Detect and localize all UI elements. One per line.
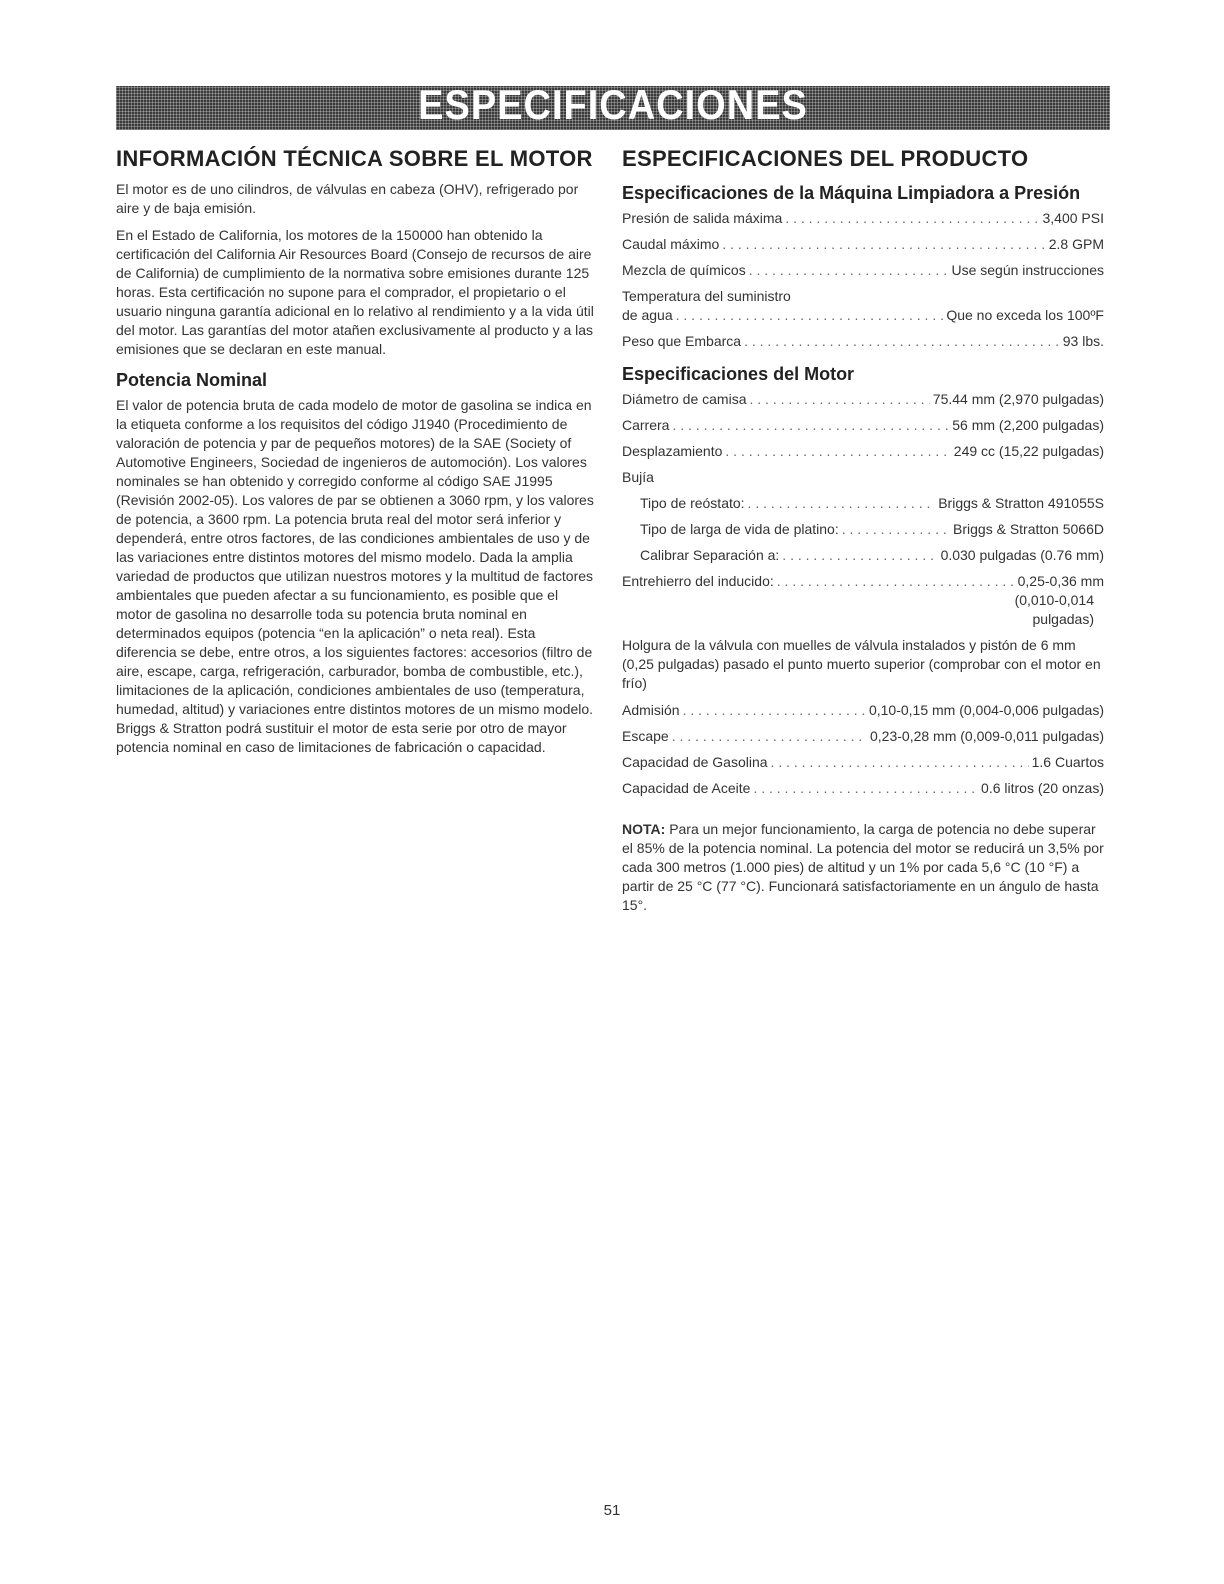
spec-value: 0.6 litros (20 onzas) xyxy=(981,780,1104,796)
spec-value: 3,400 PSI xyxy=(1042,210,1104,226)
spec-label: Tipo de larga de vida de platino: xyxy=(640,521,839,537)
spec-label: Peso que Embarca xyxy=(622,333,742,349)
spec-label: Admisión xyxy=(622,702,680,718)
spec-row-exhaust xyxy=(622,727,1104,746)
product-specs-column xyxy=(622,146,1104,923)
engine-info-column xyxy=(116,146,594,765)
spec-label: Presión de salida máxima xyxy=(622,210,783,226)
california-certification-text: En el Estado de California, los motores de la 150000 han obtenido la certificación del California Air Resources Board (Consejo de recursos de aire de California) de cumplimiento de la normativa sobre emisiones durante 125 horas. Esta certificación no supone para el comprador, el propietario o el usuario ninguna garantía adicional en lo relativo al rendimiento y a la vida útil del motor. Las garantías del motor atañen exclusivamente al producto y a las emisiones que se declaran en este manual. xyxy=(116,227,594,357)
spec-row-water-temp xyxy=(622,287,1104,306)
spec-row-max-pressure xyxy=(622,209,1104,228)
spec-label: Temperatura del suministro xyxy=(622,288,791,304)
spec-label: Diámetro de camisa xyxy=(622,391,747,407)
spec-row-stroke xyxy=(622,416,1104,435)
spec-row-fuel-capacity xyxy=(622,753,1104,772)
spec-row-spark-plug xyxy=(622,468,1104,487)
page-number: 51 xyxy=(603,1502,621,1519)
spec-value: 2.8 GPM xyxy=(1048,236,1104,252)
spec-value: Briggs & Stratton 5066D xyxy=(953,521,1104,537)
spec-label: Desplazamiento xyxy=(622,443,723,459)
valve-clearance-text: Holgura de la válvula con muelles de válvula instalados y pistón de 6 mm (0,25 pulgadas) pasado el punto muerto superior (comprobar con el motor en frío) xyxy=(622,637,1101,691)
spec-value: Que no exceda los 100ºF xyxy=(946,307,1104,323)
spec-label: Calibrar Separación a: xyxy=(640,547,780,563)
spec-label: de agua xyxy=(622,307,673,323)
spec-row-bore xyxy=(622,390,1104,409)
section-banner xyxy=(116,82,1110,130)
spec-row-platinum-type xyxy=(622,520,1104,539)
engine-description: El motor es de uno cilindros, de válvulas en cabeza (OHV), refrigerado por aire y de baja emisión. xyxy=(116,181,579,216)
spec-row-displacement xyxy=(622,442,1104,461)
spec-label: Carrera xyxy=(622,417,670,433)
spec-label: Escape xyxy=(622,728,669,744)
product-specs-heading: ESPECIFICACIONES DEL PRODUCTO xyxy=(622,146,1029,171)
power-rating-text: El valor de potencia bruta de cada modelo de motor de gasolina se indica en la etiqueta conforme a los requisitos del código J1940 (Procedimiento de valoración de potencia y par de pequeños motores) de la SAE (Society of Automotive Engineers, Sociedad de ingenieros de automoción). Los valores nominales se han obtenido y corregido conforme al código SAE J1995 (Revisión 2002-05). Los valores de par se obtienen a 3060 rpm, y los valores de potencia, a 3600 rpm. La potencia bruta real del motor será inferior y dependerá, entre otros factores, de las condiciones ambientales de uso y de las variaciones entre distintos motores del mismo modelo. Dada la amplia variedad de productos que utilizan nuestros motores y la multitud de factores ambientales que pueden afectar a su funcionamiento, es posible que el motor de gasolina no desarrolle toda su potencia bruta nominal en determinados equipos (potencia “en la aplicación” o neta real). Esta diferencia se debe, entre otros, a los siguientes factores: accesorios (filtro de aire, escape, carga, refrigeración, carburador, bomba de combustible, etc.), limitaciones de la aplicación, condiciones ambientales de uso (temperatura, humedad, altitud) y variaciones entre distintos motores de un mismo modelo. Briggs & Stratton podrá sustituir el motor de esta serie por otro de mayor potencia nominal en caso de limitaciones de fabricación o capacidad. xyxy=(116,397,594,755)
spec-value: 93 lbs. xyxy=(1062,333,1104,349)
spec-value: 0,25-0,36 mm xyxy=(1017,573,1104,589)
spec-value: 0.030 pulgadas (0.76 mm) xyxy=(940,547,1104,563)
spec-row-gap xyxy=(622,546,1104,565)
spec-value: 1.6 Cuartos xyxy=(1031,754,1104,770)
spec-value: 249 cc (15,22 pulgadas) xyxy=(953,443,1104,459)
spec-continuation xyxy=(622,591,1104,610)
spec-row-chemical-mix xyxy=(622,261,1104,280)
spec-row-shipping-weight xyxy=(622,332,1104,351)
spec-value: 0,10-0,15 mm (0,004-0,006 pulgadas) xyxy=(868,702,1104,718)
spec-label: Mezcla de químicos xyxy=(622,262,746,278)
spec-label: Caudal máximo xyxy=(622,236,720,252)
motor-specs-heading: Especificaciones del Motor xyxy=(622,364,855,384)
power-rating-heading: Potencia Nominal xyxy=(116,370,268,390)
spec-row-resistor-type xyxy=(622,494,1104,513)
note-text: Para un mejor funcionamiento, la carga de potencia no debe superar el 85% de la potencia nominal. La potencia del motor se reducirá un 3,5% por cada 300 metros (1.000 pies) de altitud y un 1% por cada 5,6 °C (10 °F) a partir de 25 °C (77 °C). Funcionará satisfactoriamente en un ángulo de hasta 15°. xyxy=(622,821,1104,913)
spec-value: 56 mm (2,200 pulgadas) xyxy=(952,417,1104,433)
spec-label: Tipo de reóstato: xyxy=(640,495,745,511)
spec-row-max-flow xyxy=(622,235,1104,254)
spec-row-oil-capacity xyxy=(622,779,1104,798)
spec-label: Capacidad de Aceite xyxy=(622,780,751,796)
engine-info-heading: INFORMACIÓN TÉCNICA SOBRE EL MOTOR xyxy=(116,146,593,171)
spec-label: Bujía xyxy=(622,469,654,485)
spec-value: 0,23-0,28 mm (0,009-0,011 pulgadas) xyxy=(870,728,1104,744)
spec-value-cont: pulgadas) xyxy=(1032,611,1094,627)
spec-value: Use según instrucciones xyxy=(951,262,1104,278)
spec-value: 75.44 mm (2,970 pulgadas) xyxy=(932,391,1104,407)
spec-value: Briggs & Stratton 491055S xyxy=(938,495,1104,511)
note-label: NOTA: xyxy=(622,821,666,837)
spec-row-armature-gap xyxy=(622,572,1104,591)
spec-continuation xyxy=(622,610,1104,629)
spec-label: Entrehierro del inducido: xyxy=(622,573,774,589)
note-paragraph xyxy=(622,820,1104,915)
spec-value-cont: (0,010-0,014 xyxy=(1014,592,1094,608)
machine-specs-heading: Especificaciones de la Máquina Limpiadora a Presión xyxy=(622,183,1081,203)
banner-title: ESPECIFICACIONES xyxy=(418,82,808,130)
spec-label: Capacidad de Gasolina xyxy=(622,754,768,770)
spec-row-intake xyxy=(622,701,1104,720)
spec-row-water-temp-cont xyxy=(622,306,1104,325)
